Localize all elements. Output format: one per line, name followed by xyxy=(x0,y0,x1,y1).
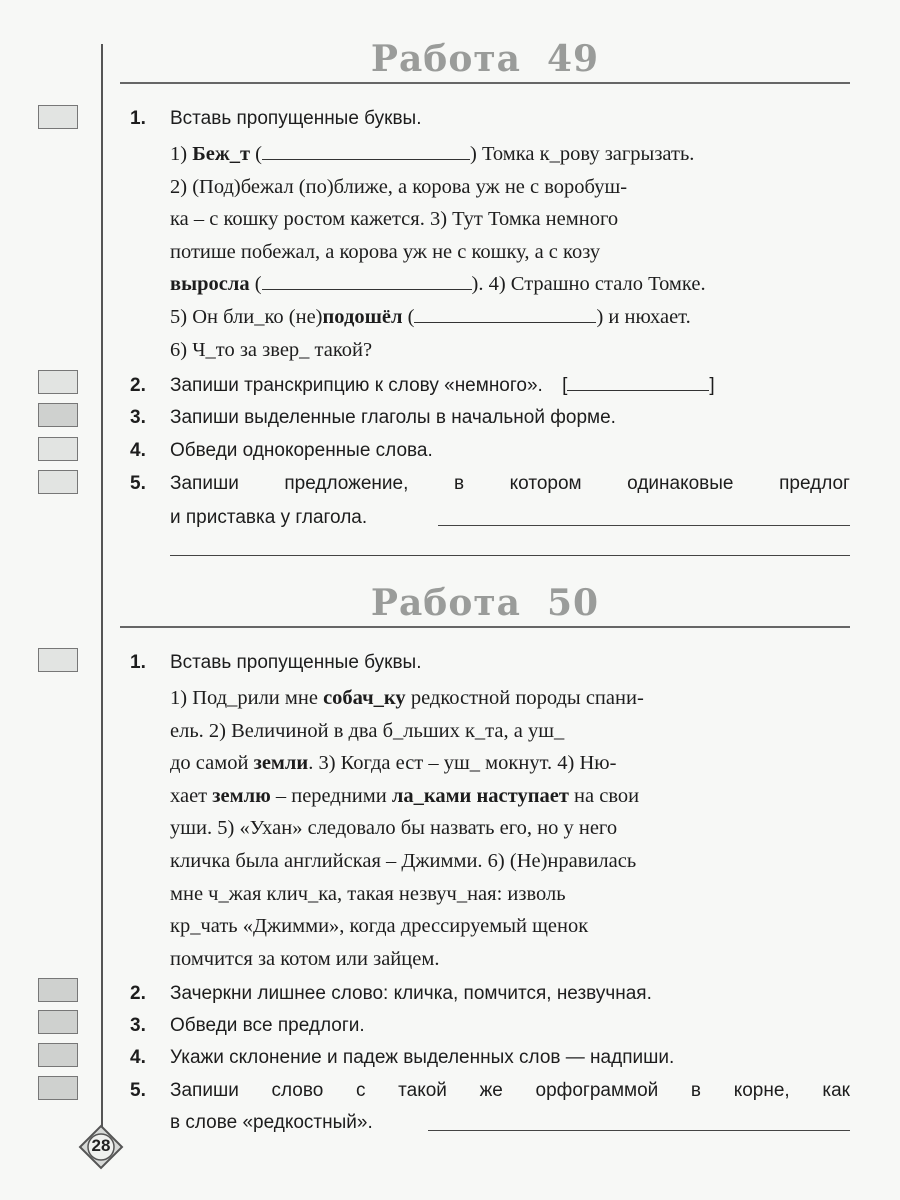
passage-line: выросла ( ). 4) Страшно стало Томке. xyxy=(170,273,706,296)
title-number: 49 xyxy=(546,38,600,80)
score-box-50-3[interactable] xyxy=(38,1010,78,1034)
passage-line: кр_чать «Джимми», когда дрессируемый щенок xyxy=(170,915,589,938)
task-49-5: 5. Запиши предложение, в котором одинаковые предлог xyxy=(130,473,850,494)
passage-line: 5) Он бли_ко (не)подошёл ( ) и нюхает. xyxy=(170,305,691,328)
answer-line[interactable] xyxy=(170,555,850,556)
score-box-49-4[interactable] xyxy=(38,437,78,461)
passage-49 xyxy=(170,138,850,366)
passage-line: потише побежал, а корова уж не с кошку, а с козу xyxy=(170,240,601,263)
work-50-title xyxy=(120,582,850,624)
page-number: 28 xyxy=(91,1136,111,1155)
passage-line: ка – с кошку ростом кажется. 3) Тут Томка немного xyxy=(170,208,619,231)
task-49-1 xyxy=(130,106,850,132)
score-box-50-5[interactable] xyxy=(38,1076,78,1100)
title-word: Работа xyxy=(370,582,521,624)
task-49-3: 3. Запиши выделенные глаголы в начальной форме. xyxy=(130,407,616,428)
answer-blank[interactable] xyxy=(262,141,470,160)
passage-line: 6) Ч_то за звер_ такой? xyxy=(170,338,373,361)
answer-line[interactable] xyxy=(428,1130,850,1131)
page-number-badge xyxy=(78,1124,124,1170)
passage-line: 1) Под_рили мне собач_ку редкостной породы спани- xyxy=(170,687,644,709)
title-rule xyxy=(120,82,850,84)
task-49-2: 2. Запиши транскрипцию к слову «немного». [ ] xyxy=(130,372,850,399)
score-box-50-2[interactable] xyxy=(38,978,78,1002)
task-50-2: 2. Зачеркни лишнее слово: кличка, помчится, незвучная. xyxy=(130,983,652,1004)
task-50-5-line2: в слове «редкостный». xyxy=(170,1112,373,1133)
passage-line: мне ч_жая клич_ка, такая незвуч_ная: изволь xyxy=(170,882,566,905)
score-box-49-3[interactable] xyxy=(38,403,78,427)
passage-line: уши. 5) «Ухан» следовало бы назвать его, но у него xyxy=(170,817,618,840)
task-50-4: 4. Укажи склонение и падеж выделенных слов — надпиши. xyxy=(130,1047,675,1068)
passage-line: кличка была английская – Джимми. 6) (Не)нравилась xyxy=(170,849,637,872)
passage-line: 2) (Под)бежал (по)ближе, а корова уж не с воробуш- xyxy=(170,175,628,198)
score-box-49-2[interactable] xyxy=(38,370,78,394)
title-rule xyxy=(120,626,850,628)
work-49-title xyxy=(120,38,850,80)
task-50-1: 1. Вставь пропущенные буквы. xyxy=(130,652,422,673)
passage-line: 1) Беж_т ( ) Томка к_рову загрызать. xyxy=(170,143,695,165)
task-49-4: 4. Обведи однокоренные слова. xyxy=(130,440,433,461)
task-49-5-line2: и приставка у глагола. xyxy=(170,507,368,528)
title-number: 50 xyxy=(546,582,600,624)
answer-blank[interactable] xyxy=(262,271,472,290)
task-50-3: 3. Обведи все предлоги. xyxy=(130,1015,365,1036)
passage-line: хает землю – передними ла_ками наступает на свои xyxy=(170,784,640,807)
margin-line xyxy=(101,44,103,1134)
passage-50 xyxy=(170,682,850,975)
passage-line: помчится за котом или зайцем. xyxy=(170,947,440,970)
score-box-50-1[interactable] xyxy=(38,648,78,672)
answer-blank[interactable] xyxy=(414,304,596,323)
task-number: 1. xyxy=(130,108,146,129)
title-word: Работа xyxy=(370,38,521,80)
score-box-49-5[interactable] xyxy=(38,470,78,494)
answer-line[interactable] xyxy=(438,525,850,526)
transcription-blank[interactable] xyxy=(567,372,709,391)
passage-line: до самой земли. 3) Когда ест – уш_ мокнут. 4) Ню- xyxy=(170,752,617,775)
task-text: Вставь пропущенные буквы. xyxy=(170,108,422,129)
score-box-49-1[interactable] xyxy=(38,105,78,129)
score-box-50-4[interactable] xyxy=(38,1043,78,1067)
task-50-5: 5. Запиши слово с такой же орфограммой в корне, как xyxy=(130,1080,850,1101)
passage-line: ель. 2) Величиной в два б_льших к_та, а уш_ xyxy=(170,719,565,742)
